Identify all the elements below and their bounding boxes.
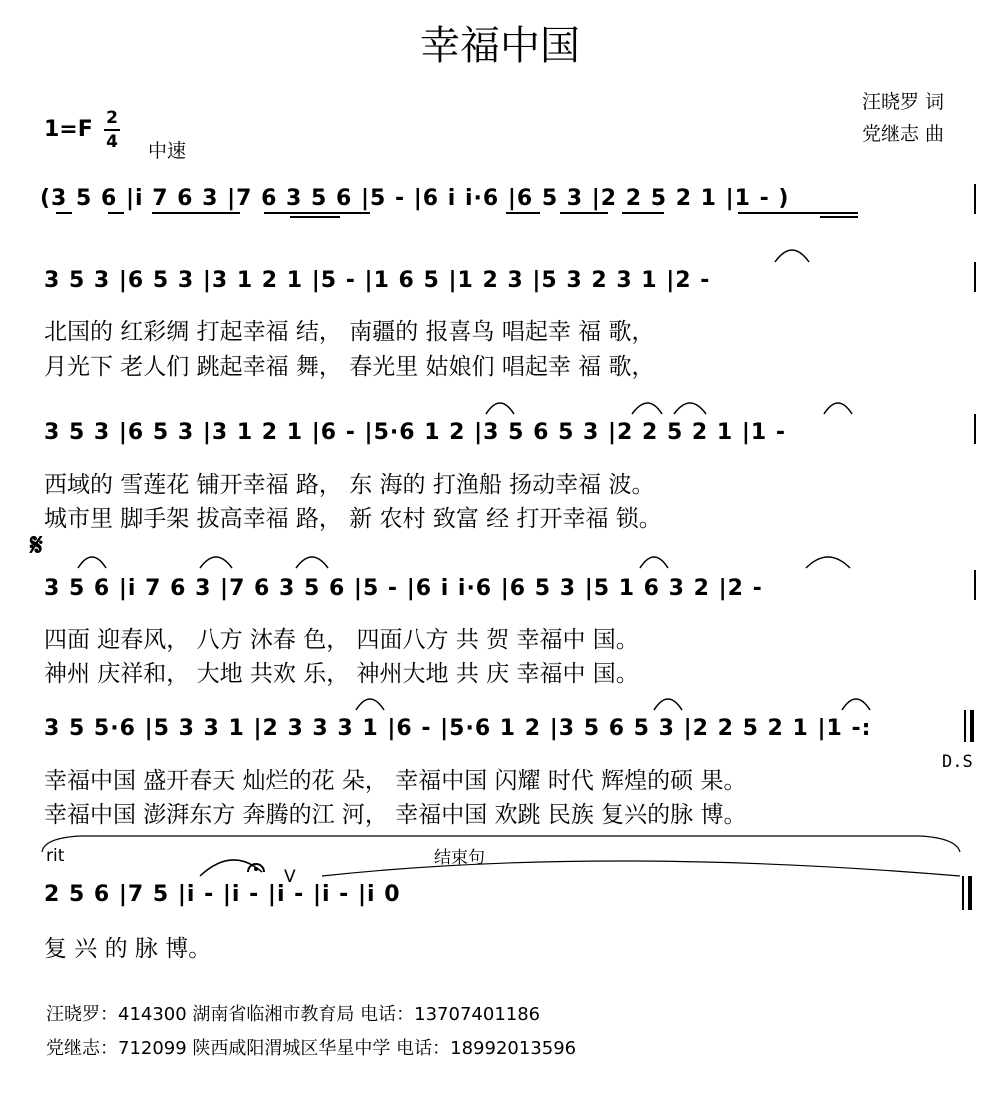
segno-sign: 𝄋: [30, 528, 43, 563]
ending-label: 结束句: [434, 848, 485, 868]
footer-line-1: 汪晓罗：414300 湖南省临湘市教育局 电话：13707401186: [46, 1004, 541, 1025]
slur: [356, 699, 384, 710]
ds-marking: D.S: [942, 752, 973, 772]
tempo-marking: 中速: [148, 140, 187, 162]
slur: [842, 699, 870, 710]
rit-marking: rit: [46, 846, 65, 866]
lyric-row-5-verse-1: 幸福中国 盛开春天 灿烂的花 朵， 幸福中国 闪耀 时代 辉煌的硕 果。: [44, 768, 747, 794]
phrase-slur: [200, 860, 262, 876]
key-signature: 1=F: [44, 117, 93, 142]
slur: [824, 403, 852, 414]
notation-row-6: 2 5 6 |7 5 |i - |i - |i - |i - |i 0: [44, 882, 401, 907]
slur: [632, 403, 662, 414]
lyric-row-2-verse-1: 北国的 红彩绸 打起幸福 结， 南疆的 报喜鸟 唱起幸 福 歌，: [44, 319, 655, 345]
slur: [775, 250, 809, 262]
slur: [806, 557, 850, 568]
lyric-row-4-verse-2: 神州 庆祥和， 大地 共欢 乐， 神州大地 共 庆 幸福中 国。: [44, 661, 639, 687]
footer-line-2: 党继志：712099 陕西咸阳渭城区华星中学 电话：18992013596: [46, 1038, 577, 1059]
notation-row-4: 3 5 6 |i 7 6 3 |7 6 3 5 6 |5 - |6 i i·6 |6 5 3 |5 1 6 3 2 |2 -: [44, 576, 763, 601]
beam-lines: [56, 213, 858, 217]
lyric-row-3-verse-1: 西域的 雪莲花 铺开幸福 路， 东 海的 打渔船 扬动幸福 波。: [44, 472, 655, 498]
slur: [654, 699, 682, 710]
rit-bracket: [42, 836, 960, 852]
lyric-row-6: 复 兴 的 脉 博。: [44, 936, 212, 962]
lyric-row-3-verse-2: 城市里 脚手架 拔高幸福 路， 新 农村 致富 经 打开幸福 锁。: [44, 506, 662, 532]
slur: [486, 403, 514, 414]
slur: [78, 557, 106, 568]
lyric-row-4-verse-1: 四面 迎春风， 八方 沐春 色， 四面八方 共 贺 幸福中 国。: [44, 627, 639, 653]
notation-row-5: 3 5 5·6 |5 3 3 1 |2 3 3 3 1 |6 - |5·6 1 2 |3 5 6 5 3 |2 2 5 2 1 |1 -:: [44, 716, 872, 741]
lyric-row-5-verse-2: 幸福中国 澎湃东方 奔腾的江 河， 幸福中国 欢跳 民族 复兴的脉 博。: [44, 802, 747, 828]
notation-row-2: 3 5 3 |6 5 3 |3 1 2 1 |5 - |1 6 5 |1 2 3 |5 3 2 3 1 |2 -: [44, 268, 711, 293]
slur: [200, 557, 232, 568]
fermata-dot: [254, 867, 258, 871]
lyric-row-2-verse-2: 月光下 老人们 跳起幸福 舞， 春光里 姑娘们 唱起幸 福 歌，: [44, 354, 655, 380]
ending-tie: [322, 861, 960, 876]
lyricist-credit: 汪晓罗 词: [862, 91, 945, 113]
breath-mark: V: [284, 867, 296, 887]
slur: [640, 557, 668, 568]
notation-row-3: 3 5 3 |6 5 3 |3 1 2 1 |6 - |5·6 1 2 |3 5 6 5 3 |2 2 5 2 1 |1 -: [44, 420, 787, 445]
notation-row-1: (3 5 6 |i 7 6 3 |7 6 3 5 6 |5 - |6 i i·6 |6 5 3 |2 2 5 2 1 |1 - ): [40, 186, 790, 211]
slur: [296, 557, 328, 568]
meter-top: 2: [106, 108, 118, 128]
meter-bottom: 4: [106, 132, 118, 152]
slur: [674, 403, 706, 414]
song-title: 幸福中国: [420, 23, 580, 69]
composer-credit: 党继志 曲: [862, 123, 945, 145]
